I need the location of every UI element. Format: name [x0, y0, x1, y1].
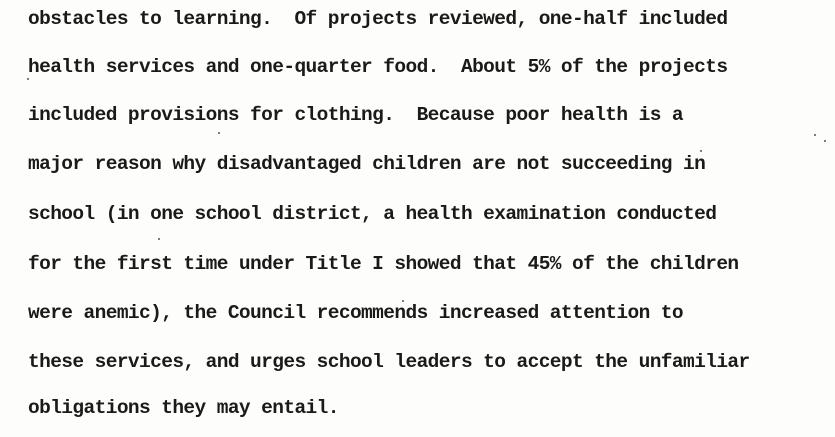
scan-speck	[814, 134, 816, 136]
text-line-6: for the first time under Title I showed that 45% of the children	[28, 253, 739, 275]
scan-speck	[700, 150, 702, 152]
text-line-1: obstacles to learning. Of projects reviewed, one-half included	[28, 8, 728, 30]
scan-speck	[402, 300, 404, 302]
scan-speck	[824, 140, 826, 142]
text-line-4: major reason why disadvantaged children are not succeeding in	[28, 153, 706, 175]
text-line-7: were anemic), the Council recommends increased attention to	[28, 302, 684, 324]
text-line-9: obligations they may entail.	[28, 397, 339, 419]
text-line-2: health services and one-quarter food. About 5% of the projects	[28, 56, 728, 78]
text-line-3: included provisions for clothing. Because poor health is a	[28, 104, 684, 126]
scan-speck	[158, 238, 160, 240]
scan-speck	[218, 132, 220, 134]
scan-speck	[27, 78, 29, 80]
text-line-8: these services, and urges school leaders to accept the unfamiliar	[28, 351, 750, 373]
text-line-5: school (in one school district, a health examination conducted	[28, 203, 717, 225]
